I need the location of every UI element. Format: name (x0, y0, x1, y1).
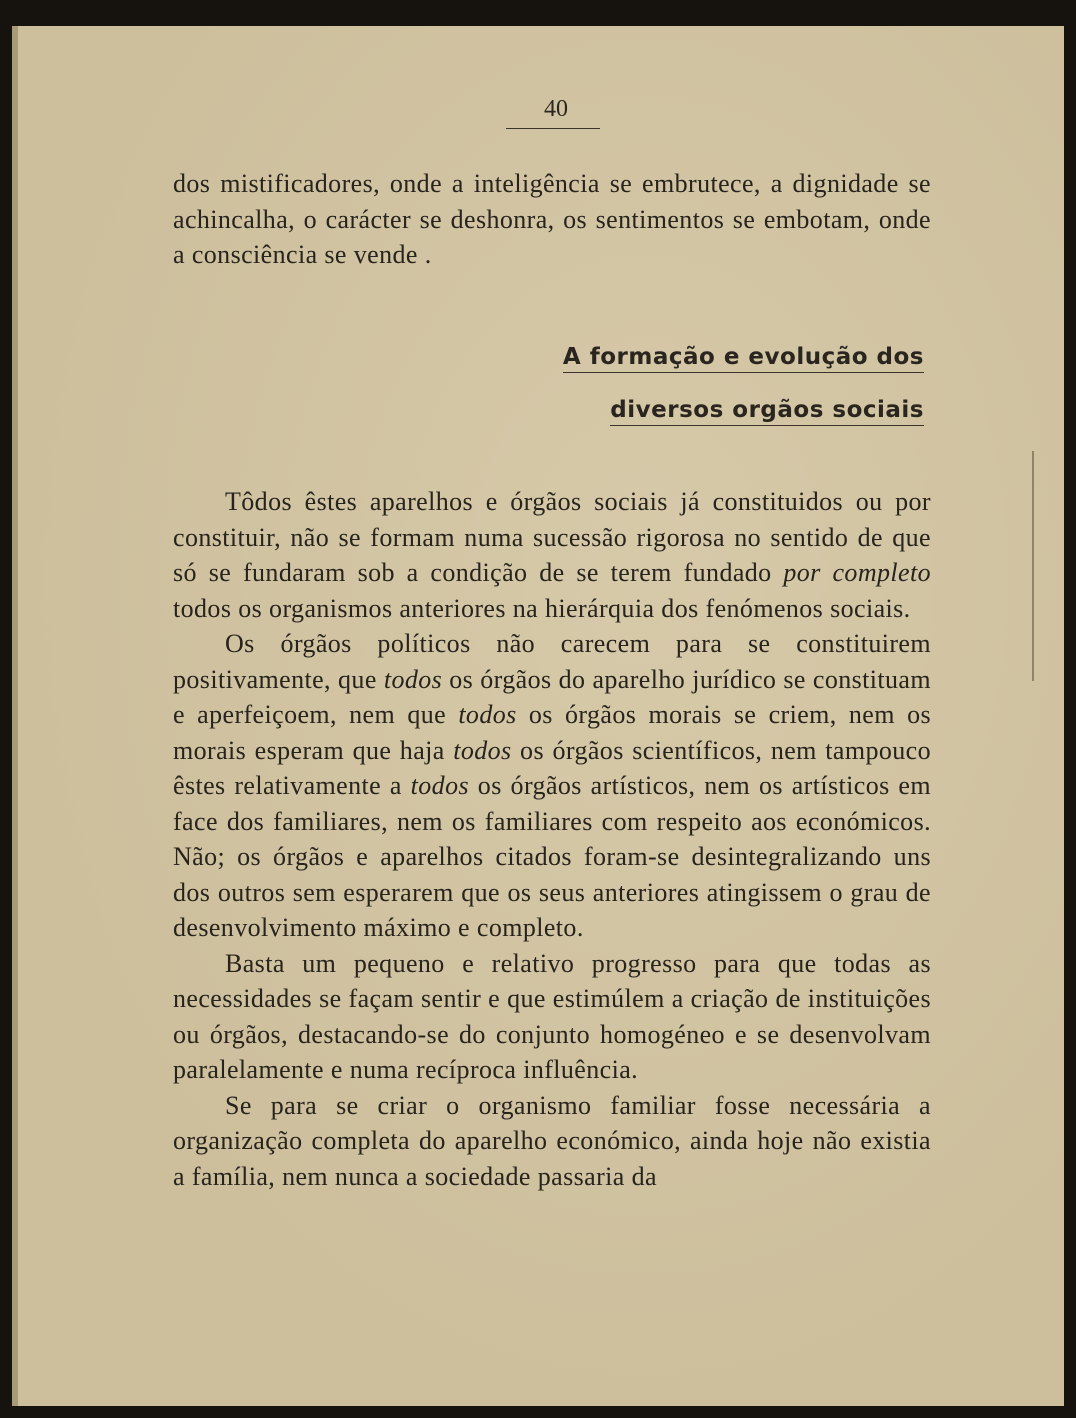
book-page (12, 26, 1064, 1406)
intro-paragraph-block (173, 166, 931, 273)
body-paragraph (173, 1088, 931, 1195)
text-run: os órgãos artísticos, nem os artísticos em face dos familiares, nem os familiares com respeito aos económicos. Não; os órgãos e aparelhos citados foram-se desintegralizando uns dos outros sem esperarem que os seus anteriores atingissem o grau de desenvolvimento máximo e completo. (173, 771, 931, 942)
italic-text: todos (383, 664, 443, 694)
text-run: Os órgãos políticos não carecem para se constituirem positivamente, que (173, 629, 931, 694)
italic-text: por completo (783, 558, 931, 587)
page-edge-mark (1032, 451, 1034, 681)
text-run: Se para se criar o organismo familiar fosse necessária a organização completa do aparelho económico, ainda hoje não existia a família, nem nunca a sociedade passaria da (173, 1090, 931, 1191)
section-heading-line-1: A formação e evolução dos (563, 344, 924, 373)
italic-text: todos (458, 700, 517, 729)
italic-text: todos (453, 735, 512, 765)
page-number-rule (506, 128, 600, 129)
intro-paragraph: dos mistificadores, onde a inteligência se embrutece, a dignidade se achincalha, o carácter se deshonra, os sentimentos se embotam, onde a consciência se vende . (173, 169, 931, 269)
text-run: os órgãos morais se criem, nem os morais esperam que haja (173, 700, 931, 765)
text-run: os órgãos scientíficos, nem tampouco êstes relativamente a (173, 735, 932, 800)
body-paragraph (173, 484, 931, 626)
text-run: Tôdos êstes aparelhos e órgãos sociais já constituidos ou por constituir, não se formam numa sucessão rigorosa no sentido de que só se fundaram sob a condição de se terem fundado (173, 487, 931, 587)
page-number: 40 (544, 96, 568, 122)
text-run: todos os organismos anteriores na hierárquia dos fenómenos sociais. (173, 593, 911, 623)
body-text (173, 484, 931, 1194)
body-paragraph (173, 946, 931, 1088)
section-heading-line-2: diversos orgãos sociais (610, 397, 924, 426)
italic-text: todos (410, 771, 469, 800)
text-run: Basta um pequeno e relativo progresso para que todas as necessidades se façam sentir e que estimúlem a criação de instituições ou órgãos, destacando-se do conjunto homogéneo e se desenvolvam paralelamente e numa recíproca influência. (173, 948, 931, 1084)
text-run: os órgãos do aparelho jurídico se constituam e aperfeiçoem, nem que (173, 664, 931, 729)
body-paragraph (173, 626, 931, 946)
